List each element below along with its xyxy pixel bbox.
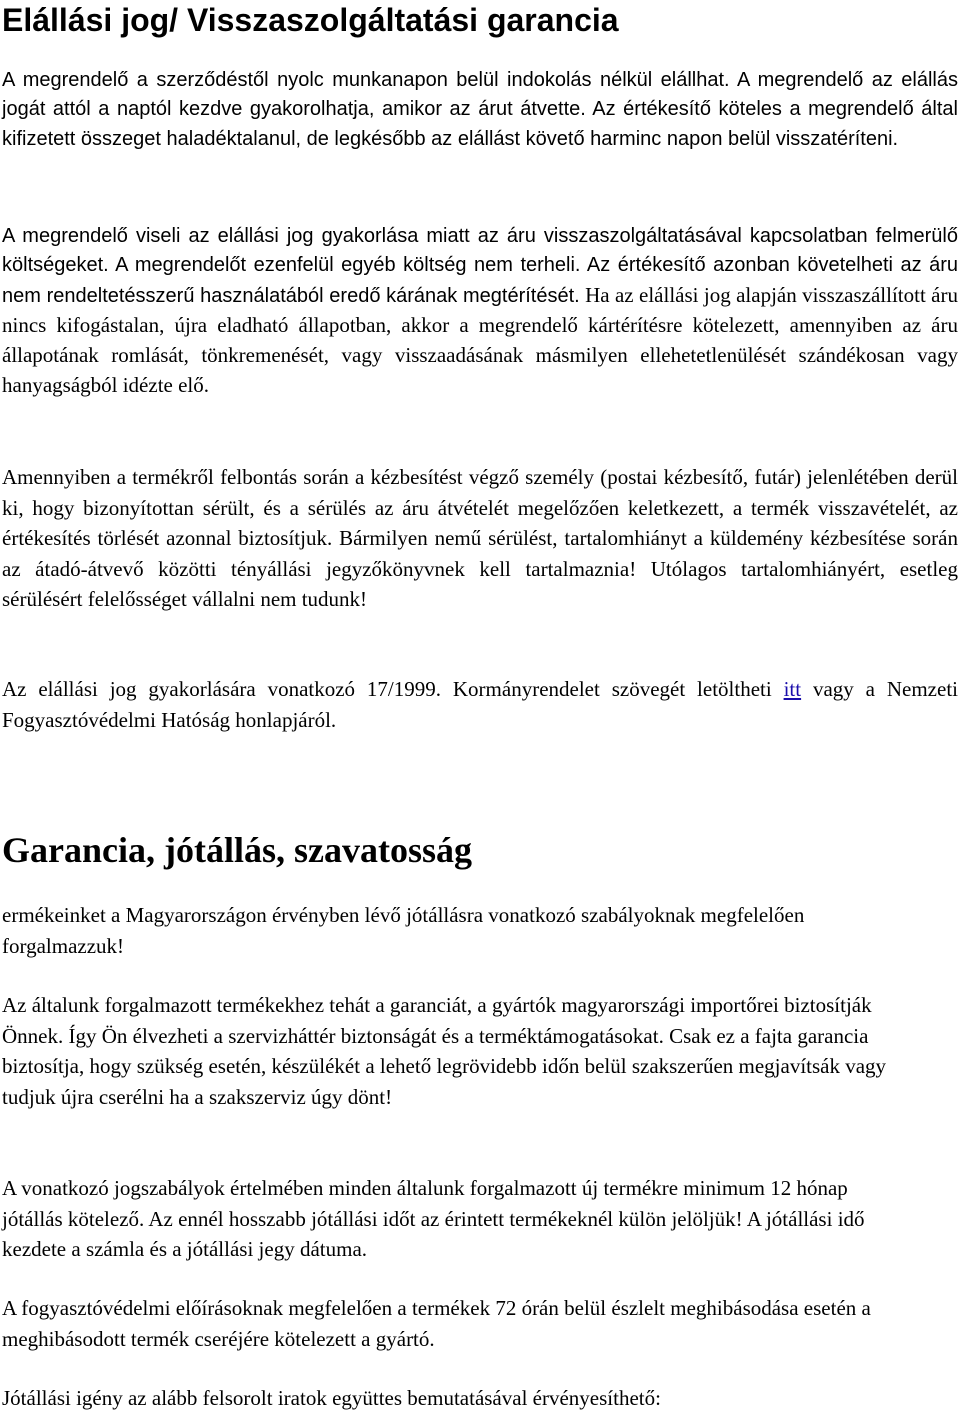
paragraph-importer-warranty: Az általunk forgalmazott termékekhez tehát a garanciát, a gyártók magyarországi importőrei biztosítják Önnek. Így Ön élvezheti a szervizháttér biztonságát és a terméktámogatásokat. Csak ez a fajta garancia biztosítja, hogy szükség esetén, készülékét a lehető legrövidebb időn belül szakszerűen megjavítsák vagy tudjuk újra cserélni ha a szakszerviz úgy dönt! — [2, 993, 887, 1109]
withdrawal-costs-text: A megrendelő viseli az elállási jog gyakorlása miatt az áru visszaszolgáltatásával kapcsolatban felmerülő költségeket. A megrendelőt ezenfelül egyéb költség nem terheli. Az értékesítő azonban követelheti az áru nem rendeltetésszerű használatából eredő kárának megtérítését. — [2, 225, 958, 307]
damaged-goods-text: Ha az elállási jog alapján visszaszállított áru nincs kifogástalan, újra eladható állapotban, akkor a megrendelő kártérítésre kötelezett, amennyiben az áru állapotának romlását, tönkremenését, vagy visszaadásának másmilyen ellehetetlenülését szándékosan vagy hanyagságból idézte elő. — [2, 282, 958, 398]
paragraph-regulation-download — [2, 674, 958, 735]
heading-warranty: Garancia, jótállás, szavatosság — [2, 830, 472, 870]
paragraph-72-hour-replacement: A fogyasztóvédelmi előírásoknak megfelelően a termékek 72 órán belül észlelt meghibásodása esetén a meghibásodott termék cseréjére kötelezett a gyártó. — [2, 1296, 871, 1351]
heading-withdrawal-right: Elállási jog/ Visszaszolgáltatási garancia — [2, 2, 619, 38]
regulation-text-after: vagy a Nemzeti Fogyasztóvédelmi Hatóság honlapjáról. — [2, 677, 958, 732]
paragraph-warranty-rules: ermékeinket a Magyarországon érvényben lévő jótállásra vonatkozó szabályoknak megfelelően forgalmazzuk! — [2, 903, 805, 958]
regulation-text-before: Az elállási jog gyakorlására vonatkozó 17/1999. Kormányrendelet szövegét letöltheti — [2, 677, 784, 701]
paragraph-warranty-claim: Jótállási igény az alább felsorolt iratok együttes bemutatásával érvényesíthető: — [2, 1386, 661, 1410]
paragraph-minimum-warranty: A vonatkozó jogszabályok értelmében minden általunk forgalmazott új termékre minimum 12 hónap jótállás kötelező. Az ennél hosszabb jótállási időt az érintett termékeknél külön jelöljük! A jótállási idő kezdete a számla és a jótállási jegy dátuma. — [2, 1176, 865, 1261]
regulation-download-link[interactable]: itt — [783, 677, 802, 701]
paragraph-delivery-damage: Amennyiben a termékről felbontás során a kézbesítést végző személy (postai kézbesítő, futár) jelenlétében derül ki, hogy bizonyítottan sérült, és a sérülés az áru átvételét megelőzően keletkezett, a termék visszavételét, az értékesítés törlését azonnal biztosítjuk. Bármilyen nemű sérülést, tartalomhiányt a küldemény kézbesítése során az átadó-átvevő közötti tényállási jegyzőkönyvnek kell tartalmaznia! Utólagos tartalomhiányért, esetleg sérülésért felelősséget vállalni nem tudunk! — [2, 465, 958, 611]
paragraph-withdrawal-period: A megrendelő a szerződéstől nyolc munkanapon belül indokolás nélkül elállhat. A megrendelő az elállás jogát attól a naptól kezdve gyakorolhatja, amikor az árut átvette. Az értékesítő köteles a megrendelő által kifizetett összeget haladéktalanul, de legkésőbb az elállást követő harminc napon belül visszatéríteni. — [2, 69, 958, 150]
paragraph-withdrawal-costs — [2, 222, 958, 402]
